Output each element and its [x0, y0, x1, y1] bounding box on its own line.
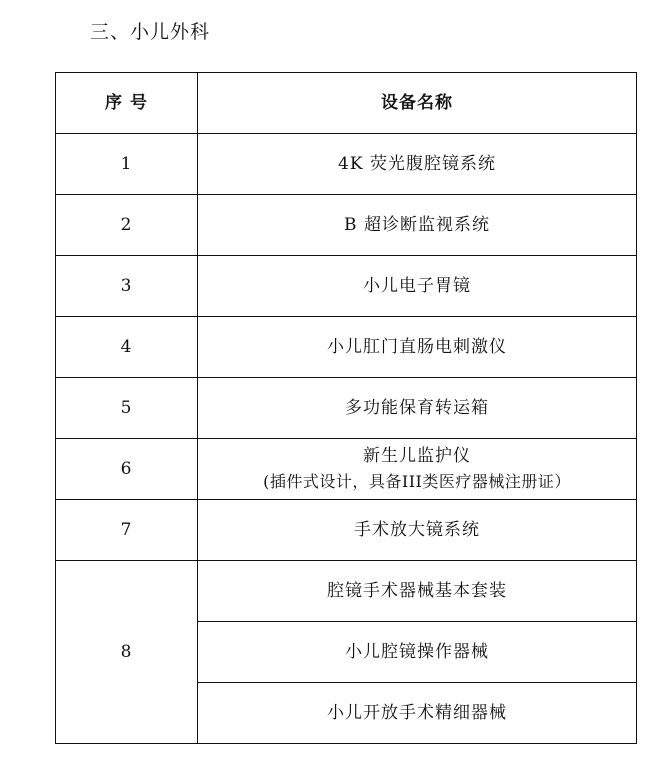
equipment-name: 手术放大镜系统 [198, 500, 637, 561]
equipment-name: 小儿电子胃镜 [198, 256, 637, 317]
table-row [56, 500, 637, 561]
section-heading: 三、小儿外科 [90, 21, 211, 43]
equipment-name: B 超诊断监视系统 [198, 195, 637, 256]
row-number: 3 [56, 256, 198, 317]
equipment-name: 小儿肛门直肠电刺激仪 [198, 317, 637, 378]
equipment-name: 多功能保育转运箱 [198, 378, 637, 439]
equipment-name: 小儿开放手术精细器械 [198, 683, 637, 744]
header-number: 序 号 [56, 73, 198, 134]
table-header-row [56, 73, 637, 134]
equipment-name: 4K 荧光腹腔镜系统 [198, 134, 637, 195]
row-number: 5 [56, 378, 198, 439]
table-row [56, 561, 637, 622]
row-number: 8 [56, 561, 198, 744]
equipment-name: 腔镜手术器械基本套装 [198, 561, 637, 622]
row-number: 4 [56, 317, 198, 378]
row-number: 6 [56, 439, 198, 500]
equipment-name: 小儿腔镜操作器械 [198, 622, 637, 683]
row-number: 7 [56, 500, 198, 561]
table-row [56, 256, 637, 317]
row-number: 2 [56, 195, 198, 256]
equipment-cell [198, 439, 637, 500]
equipment-note: (插件式设计，具备III类医疗器械注册证） [263, 472, 571, 491]
equipment-table [55, 72, 637, 744]
header-equipment-name: 设备名称 [198, 73, 637, 134]
table-row [56, 378, 637, 439]
equipment-name: 新生儿监护仪 [363, 446, 471, 466]
table-row [56, 195, 637, 256]
row-number: 1 [56, 134, 198, 195]
table-row [56, 317, 637, 378]
table-row [56, 134, 637, 195]
table-row [56, 439, 637, 500]
